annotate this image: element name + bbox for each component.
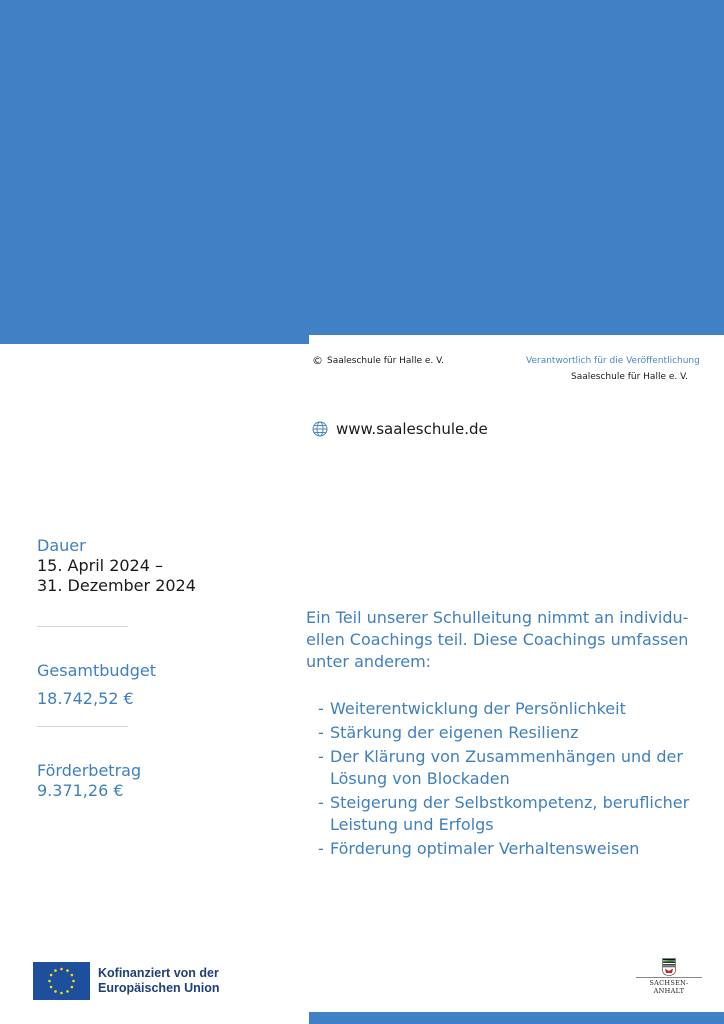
funding-label: Förderbetrag	[37, 761, 142, 780]
list-item-text: Der Klärung von Zusammenhängen und der	[330, 747, 683, 766]
bullet-dash: -	[318, 793, 324, 812]
bullet-dash: -	[318, 699, 324, 718]
divider	[37, 726, 128, 727]
eu-star	[60, 968, 63, 971]
project-facts	[37, 536, 277, 801]
coaching-topics-list	[318, 698, 718, 862]
list-item-text: Weiterentwicklung der Persönlichkeit	[330, 699, 626, 718]
description-line: unter anderem:	[306, 652, 432, 671]
list-item	[318, 698, 718, 720]
list-item	[318, 792, 718, 836]
description-line: Ein Teil unserer Schulleitung nimmt an individu-	[306, 608, 689, 627]
eu-cofunding-logo	[33, 962, 220, 1000]
coaching-description	[306, 607, 706, 673]
bullet-dash: -	[318, 723, 324, 742]
eu-star	[71, 986, 74, 989]
header-notch	[0, 335, 309, 344]
eu-star	[66, 969, 69, 972]
eu-star	[60, 992, 63, 995]
eu-flag-icon	[33, 962, 90, 1000]
list-item-text: Leistung und Erfolgs	[330, 815, 494, 834]
header-band	[0, 0, 724, 335]
funding-value: 9.371,26 €	[37, 781, 124, 800]
website-url[interactable]: www.saaleschule.de	[336, 420, 488, 438]
duration-start: 15. April 2024 –	[37, 556, 163, 575]
budget-value: 18.742,52 €	[37, 689, 134, 708]
description-line: ellen Coachings teil. Diese Coachings umfassen	[306, 630, 689, 649]
eu-star	[72, 980, 75, 983]
list-item-text: Lösung von Blockaden	[330, 769, 510, 788]
eu-star	[50, 974, 53, 977]
copyright-icon: ©	[312, 354, 323, 367]
sachsen-anhalt-logo	[636, 958, 702, 995]
duration-label: Dauer	[37, 536, 86, 555]
bullet-dash: -	[318, 839, 324, 858]
list-item	[318, 746, 718, 790]
eu-star	[66, 990, 69, 993]
website-line	[312, 420, 488, 438]
coat-of-arms-icon	[662, 958, 676, 976]
list-item-text: Förderung optimaler Verhaltensweisen	[330, 839, 640, 858]
footer-band	[309, 1012, 724, 1024]
divider	[37, 626, 128, 627]
eu-text-line: Europäischen Union	[98, 981, 220, 995]
eu-star	[71, 974, 74, 977]
globe-icon	[312, 421, 328, 437]
eu-star	[48, 980, 51, 983]
responsible-label: Verantwortlich für die Veröffentlichung	[526, 356, 700, 366]
bullet-dash: -	[318, 747, 324, 766]
copyright-line	[312, 355, 444, 367]
duration-end: 31. Dezember 2024	[37, 576, 196, 595]
copyright-text: Saaleschule für Halle e. V.	[327, 356, 444, 366]
list-item-text: Stärkung der eigenen Resilienz	[330, 723, 579, 742]
eu-star	[54, 990, 57, 993]
list-item	[318, 722, 718, 744]
list-item-text: Steigerung der Selbstkompetenz, beruflicher	[330, 793, 690, 812]
budget-label: Gesamtbudget	[37, 661, 156, 680]
eu-text-line: Kofinanziert von der	[98, 966, 219, 980]
responsible-value: Saaleschule für Halle e. V.	[571, 372, 688, 382]
list-item	[318, 838, 718, 860]
eu-star	[50, 986, 53, 989]
state-name: SACHSEN-ANHALT	[636, 977, 702, 995]
eu-star	[54, 969, 57, 972]
